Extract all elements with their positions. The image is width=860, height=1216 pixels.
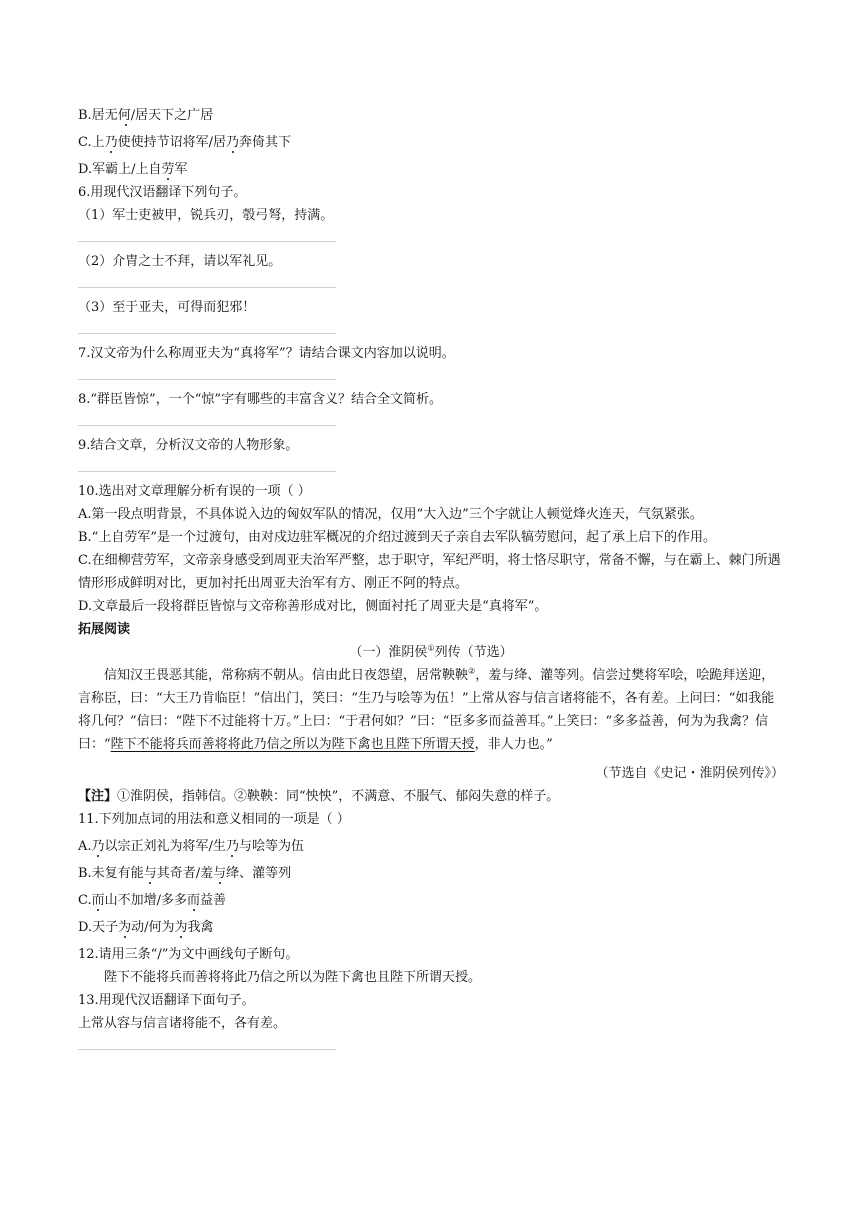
- q10-option-b: B.“上自劳军”是一个过渡句，由对戍边驻军概况的介绍过渡到天子亲自去军队犒劳慰问，起了承上启下的作用。: [78, 530, 716, 545]
- answer-line[interactable]: [78, 411, 336, 426]
- answer-line[interactable]: [78, 1035, 336, 1050]
- q11-option-a: A.乃以宗正刘礼为将军/生乃与哙等为伍: [78, 839, 304, 854]
- answer-line[interactable]: [78, 227, 336, 242]
- q5-option-d: D.军霸上/上自劳军: [78, 162, 188, 177]
- q6-sentence-2: （2）介胄之士不拜，请以军礼见。: [78, 254, 282, 269]
- answer-line[interactable]: [78, 365, 336, 380]
- section-heading: 拓展阅读: [78, 622, 131, 637]
- q5-option-c: C.上乃使使持节诏将军/居乃奔倚其下: [78, 135, 292, 150]
- q7-stem: 7.汉文帝为什么称周亚夫为“真将军”？请结合课文内容加以说明。: [78, 346, 455, 361]
- q10-stem: 10.选出对文章理解分析有误的一项（ ）: [78, 484, 311, 499]
- q6-sentence-1: （1）军士吏被甲，锐兵刃，彀弓弩，持满。: [78, 208, 334, 223]
- q10-option-c: C.在细柳营劳军，文帝亲身感受到周亚夫治军严整，忠于职守，军纪严明，将士恪尽职守，常备不懈，与在霸上、棘门所遇情形形成鲜明对比，更加衬托出周亚夫治军有方、刚正不阿的特点。: [78, 553, 781, 591]
- q6-stem: 6.用现代汉语翻译下列句子。: [78, 185, 247, 200]
- q11-option-c: C.而山不加增/多多而益善: [78, 893, 227, 908]
- q5-option-b: B.居无何/居天下之广居: [78, 108, 214, 123]
- passage-source: （节选自《史记・淮阴侯列传》）: [595, 766, 784, 781]
- passage-notes: 【注】①淮阴侯，指韩信。②鞅鞅：同“怏怏”，不满意、不服气、郁闷失意的样子。: [78, 789, 560, 804]
- answer-line[interactable]: [78, 457, 336, 472]
- q6-sentence-3: （3）至于亚夫，可得而犯邪！: [78, 300, 256, 315]
- q10-option-a: A.第一段点明背景，不具体说入边的匈奴军队的情况，仅用“大入边”三个字就让人顿觉烽火连天，气氛紧张。: [78, 507, 703, 522]
- q10-option-d: D.文章最后一段将群臣皆惊与文帝称善形成对比，侧面衬托了周亚夫是“真将军”。: [78, 599, 548, 614]
- underlined-sentence: 陛下不能将兵而善将将此乃信之所以为陛下禽也且陛下所谓天授: [110, 737, 475, 752]
- answer-line[interactable]: [78, 319, 336, 334]
- q12-stem: 12.请用三条“/”为文中画线句子断句。: [78, 947, 299, 962]
- footnote-marker: ①: [427, 643, 435, 653]
- answer-line[interactable]: [78, 273, 336, 288]
- q9-stem: 9.结合文章，分析汉文帝的人物形象。: [78, 438, 299, 453]
- q11-option-d: D.天子为动/何为为我禽: [78, 920, 214, 935]
- q12-sentence: 陛下不能将兵而善将将此乃信之所以为陛下禽也且陛下所谓天授。: [104, 970, 482, 985]
- passage-paragraph: 信知汉王畏恶其能，常称病不朝从。信由此日夜怨望，居常鞅鞅②，羞与绛、灌等列。信尝过樊将军哙，哙跪拜送迎，言称臣，曰：“大王乃肯临臣！”信出门，笑曰：“生乃与哙等为伍！”上常从容与信言诸将能不，各有差。上问曰：“如我能将几何？”信曰：“陛下不过能将十万。”上曰：“于君何如？”曰：“臣多多而益善耳。”上笑曰：“多多益善，何为为我禽？信曰：“陛下不能将兵而善将将此乃信之所以为陛下禽也且陛下所谓天授，非人力也。”: [78, 666, 775, 752]
- passage-title: （一）淮阴侯①列传（节选）: [349, 643, 513, 660]
- q11-option-b: B.未复有能与其奇者/羞与绛、灌等列: [78, 866, 292, 881]
- q8-stem: 8.“群臣皆惊”，一个“惊”字有哪些的丰富含义？结合全文简析。: [78, 392, 442, 407]
- worksheet-page: [78, 104, 784, 1058]
- q13-sentence: 上常从容与信言诸将能不，各有差。: [78, 1016, 287, 1031]
- q13-stem: 13.用现代汉语翻译下面句子。: [78, 993, 255, 1008]
- footnote-marker: ②: [468, 666, 476, 676]
- q11-stem: 11.下列加点词的用法和意义相同的一项是（ ）: [78, 812, 350, 827]
